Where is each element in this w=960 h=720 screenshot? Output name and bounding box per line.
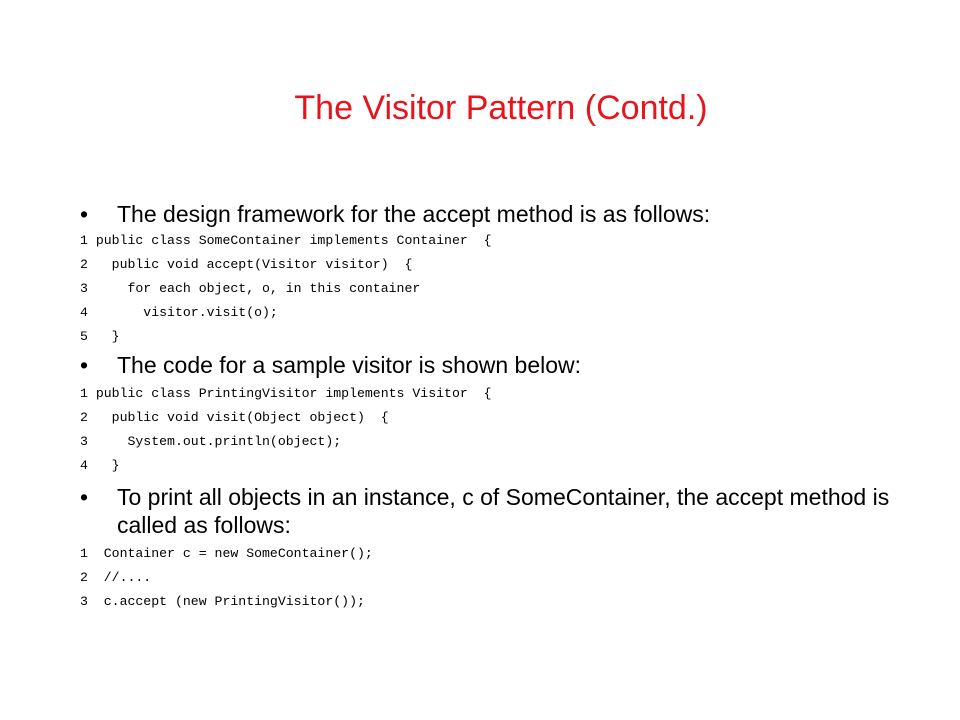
code-line: 2 //.... [80,570,152,585]
bullet-marker: • [80,352,89,378]
code-line: 4 visitor.visit(o); [80,305,278,320]
code-line: 2 public void visit(Object object) { [80,410,389,425]
bullet-marker: • [80,484,89,510]
code-line: 3 c.accept (new PrintingVisitor()); [80,594,365,609]
bullet-text: The code for a sample visitor is shown below: [117,352,582,378]
code-line: 1 public class SomeContainer implements Container { [80,233,492,248]
code-line: 5 } [80,329,120,344]
code-line: 1 public class PrintingVisitor implements Visitor { [80,386,492,401]
bullet-text: To print all objects in an instance, c of SomeContainer, the accept method is called as follows: [117,484,890,538]
bullet-text: The design framework for the accept method is as follows: [117,201,711,227]
code-line: 3 System.out.println(object); [80,434,342,449]
code-line: 4 } [80,458,120,473]
code-line: 3 for each object, o, in this container [80,281,421,296]
code-line: 2 public void accept(Visitor visitor) { [80,257,413,272]
code-line: 1 Container c = new SomeContainer(); [80,546,373,561]
slide-title: The Visitor Pattern (Contd.) [294,89,708,127]
bullet-marker: • [80,201,89,227]
